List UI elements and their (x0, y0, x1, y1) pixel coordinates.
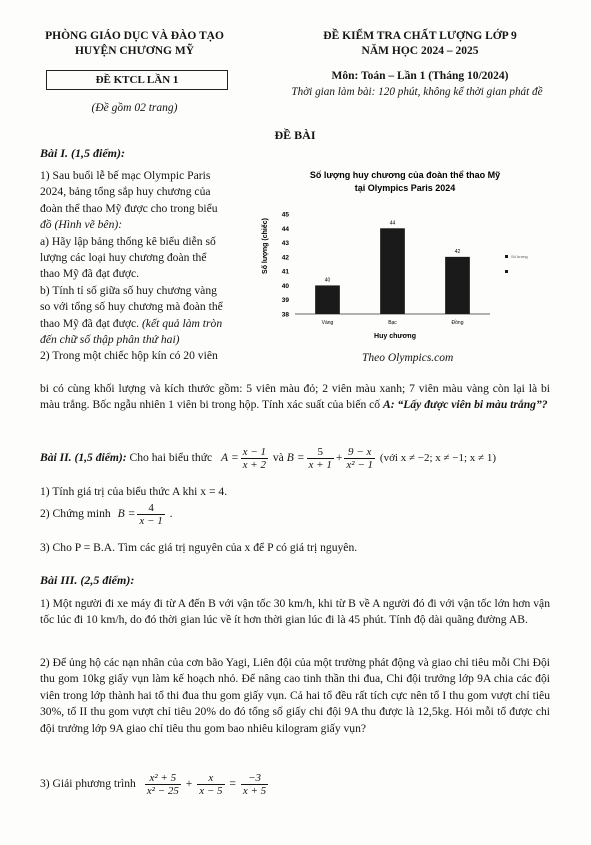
y-tick-label: 40 (281, 282, 289, 290)
subject-line: Môn: Toán – Lần 1 (Tháng 10/2024) (331, 70, 509, 82)
fraction-A (241, 446, 268, 471)
text-fragment: bi có cùng khối lượng và kích thước gồm: 5 viên màu đỏ; 2 viên màu xanh; 7 viên màu vàng còn lại là bi màu trắng. Bốc ngẫu nhiên 1 viên bi trong hộp. Tính xác suất của biến cố (40, 382, 550, 412)
bai2-line: Bài II. (1,5 điểm): Cho hai biểu thức A = $\frac{x - 1}{x + 2}$ và B = $\frac{5}{x + 1}$ + $\frac{9 - x}{\text{x² − 1}}$ (với x ≠ −2; x ≠ −1; x ≠ 1) (40, 446, 497, 471)
bai3-p1: 1) Một người đi xe máy đi từ A đến B với vận tốc 30 km/h, khi từ B về A người đó đi với vận tốc lớn hơn vận tốc lúc đi 10 km/h, do đó thời gian lúc về ít hơn thời gian lúc đi là 45 phút. Tính độ dài quãng đường AB. (40, 597, 550, 627)
exam-code-box: ĐỀ KTCL LẦN 1 (46, 70, 228, 90)
bai2-q2 (40, 502, 173, 527)
time-note: Thời gian làm bài: 120 phút, không kể thời gian phát đề (291, 86, 543, 98)
text-fragment: và (272, 451, 284, 465)
text-line: đến chữ số thập phân thứ hai) (40, 333, 180, 347)
medal-bar-chart (255, 166, 555, 371)
y-tick-label: 38 (281, 311, 289, 319)
numerator: x (197, 772, 224, 785)
school-year: NĂM HỌC 2024 – 2025 (361, 45, 479, 57)
text-line: b) Tính tỉ số giữa số huy chương vàng (40, 283, 217, 297)
chart-source: Theo Olympics.com (362, 352, 454, 364)
bai2-q3: 3) Cho P = B.A. Tìm các giá trị nguyên của x để P có giá trị nguyên. (40, 541, 358, 554)
numerator: x² + 5 (145, 772, 181, 785)
text-fragment: 2) Chứng minh (40, 507, 111, 521)
bar-1 (315, 285, 340, 314)
fraction-q2 (137, 502, 164, 527)
x-tick-label: Vàng (321, 320, 334, 326)
text-fragment: . (169, 507, 173, 521)
text-fragment: (kết quả làm tròn (141, 316, 223, 330)
condition-text: (với x ≠ −2; x ≠ −1; x ≠ 1) (379, 452, 497, 465)
text-line: thao Mỹ đã đạt được. (40, 267, 140, 281)
bai2-heading: Bài II. (1,5 điểm): (40, 451, 127, 465)
fraction-eq3 (241, 772, 268, 797)
denominator: x² − 1 (346, 459, 374, 471)
math-fragment: B = (117, 507, 136, 521)
text-line: 2024, bảng tổng sắp huy chương của (40, 185, 211, 199)
text-fragment: A: “Lấy được viên bi màu trắng”? (383, 398, 548, 412)
bars-group (315, 220, 470, 314)
fraction-B2 (344, 446, 375, 471)
denominator: x + 5 (242, 785, 267, 797)
denominator: x − 5 (199, 785, 223, 797)
bar-value-label: 44 (389, 220, 396, 227)
text-line: lượng các loại huy chương đoàn thể (40, 251, 207, 265)
x-tick-label: Đồng (451, 320, 464, 326)
bai1-left-column (40, 168, 255, 365)
legend-swatch (505, 255, 508, 258)
y-tick-label: 43 (281, 240, 289, 248)
pages-note: (Đề gồm 02 trang) (91, 102, 178, 114)
chart-subtitle: tại Olympics Paris 2024 (354, 183, 456, 193)
district-name: HUYỆN CHƯƠNG MỸ (74, 45, 195, 57)
text-line: đồ (Hình vẽ bên): (40, 218, 123, 232)
text-line: a) Hãy lập bảng thống kê biểu diễn số (40, 234, 216, 248)
numerator: 5 (307, 446, 334, 459)
y-tick-label: 39 (281, 297, 289, 305)
math-fragment: B = (286, 451, 305, 465)
section-title: ĐỀ BÀI (274, 128, 316, 142)
bai3-p2: 2) Để ủng hộ các nạn nhân của cơn bão Yagi, Liên đội của một trường phát động và giao chỉ tiêu mỗi Chi Đội thu gom 10kg giấy vụn làm kế hoạch nhỏ. Để nâng cao tinh thần thi đua, Chi đội trưởng lớp 9A chia các đội viên trong lớp thành hai tổ thi đua thu gom giấy vụn. Cả hai tổ đều rất tích cực nên tổ I thu gom vượt chỉ tiêu 30%, tổ II thu gom vượt chỉ tiêu 20% do đó tổng số giấy chi đội 9A thu được là 12,5kg. Hỏi mỗi tổ được chi đội trưởng lớp 9A giao chỉ tiêu thu gom bao nhiêu kilogram giấy vụn? (40, 656, 550, 735)
math-fragment: A = (221, 451, 239, 465)
numerator: 9 − x (344, 446, 375, 459)
numerator: x − 1 (242, 446, 266, 458)
chart-ylabel: Số lượng (chiếc) (262, 218, 269, 274)
y-tick-label: 45 (281, 211, 289, 219)
bai1-heading: Bài I. (1,5 điểm): (40, 146, 125, 160)
text-fragment: Cho hai biểu thức (129, 451, 213, 465)
bai3-p3 (40, 772, 270, 797)
exam-title: ĐỀ KIỂM TRA CHẤT LƯỢNG LỚP 9 (323, 30, 517, 42)
bar-3 (445, 257, 470, 314)
bai3-heading: Bài III. (2,5 điểm): (40, 573, 135, 587)
math-fragment: + (185, 777, 193, 791)
text-line: so với tổng số huy chương mà đoàn thể (40, 300, 223, 314)
legend-label: Số lượng (511, 254, 528, 259)
text-fragment: 3) Giải phương trình (40, 777, 136, 791)
x-tick-label: Bạc (388, 320, 397, 326)
legend-swatch (505, 270, 508, 273)
fraction-eq2 (197, 772, 224, 797)
y-axis-ticks (282, 212, 290, 319)
y-tick-label: 41 (281, 268, 289, 276)
math-fragment: = (229, 777, 236, 791)
denominator: x + 2 (242, 459, 266, 471)
department-name: PHÒNG GIÁO DỤC VÀ ĐÀO TẠO (45, 30, 224, 42)
bar-value-label: 40 (324, 277, 331, 284)
text-line: 2) Trong một chiếc hộp kín có 20 viên (40, 349, 218, 363)
chart-title: Số lượng huy chương của đoàn thể thao Mỹ (309, 170, 501, 180)
fraction-B1 (307, 446, 334, 471)
chart-xlabel: Huy chương (374, 333, 416, 340)
x-axis-ticks (322, 320, 464, 326)
numerator: 4 (137, 502, 164, 515)
bar-2 (380, 228, 405, 314)
denominator: x − 1 (139, 515, 163, 527)
y-tick-label: 44 (281, 225, 289, 233)
text-line (40, 316, 255, 332)
denominator: x + 1 (308, 459, 332, 471)
text-fragment: thao Mỹ đã đạt được. (40, 316, 140, 330)
numerator: −3 (241, 772, 268, 785)
fraction-eq1 (145, 772, 181, 797)
bai2-q1: 1) Tính giá trị của biểu thức A khi x = 4. (40, 485, 228, 498)
denominator: x² − 25 (146, 785, 179, 797)
y-tick-label: 42 (281, 254, 289, 262)
bai1-p2-rest (40, 381, 550, 414)
text-line: 1) Sau buổi lễ bế mạc Olympic Paris (40, 169, 211, 182)
bar-value-label: 42 (454, 248, 461, 255)
text-line: đoàn thể thao Mỹ được cho trong biểu (40, 201, 218, 215)
